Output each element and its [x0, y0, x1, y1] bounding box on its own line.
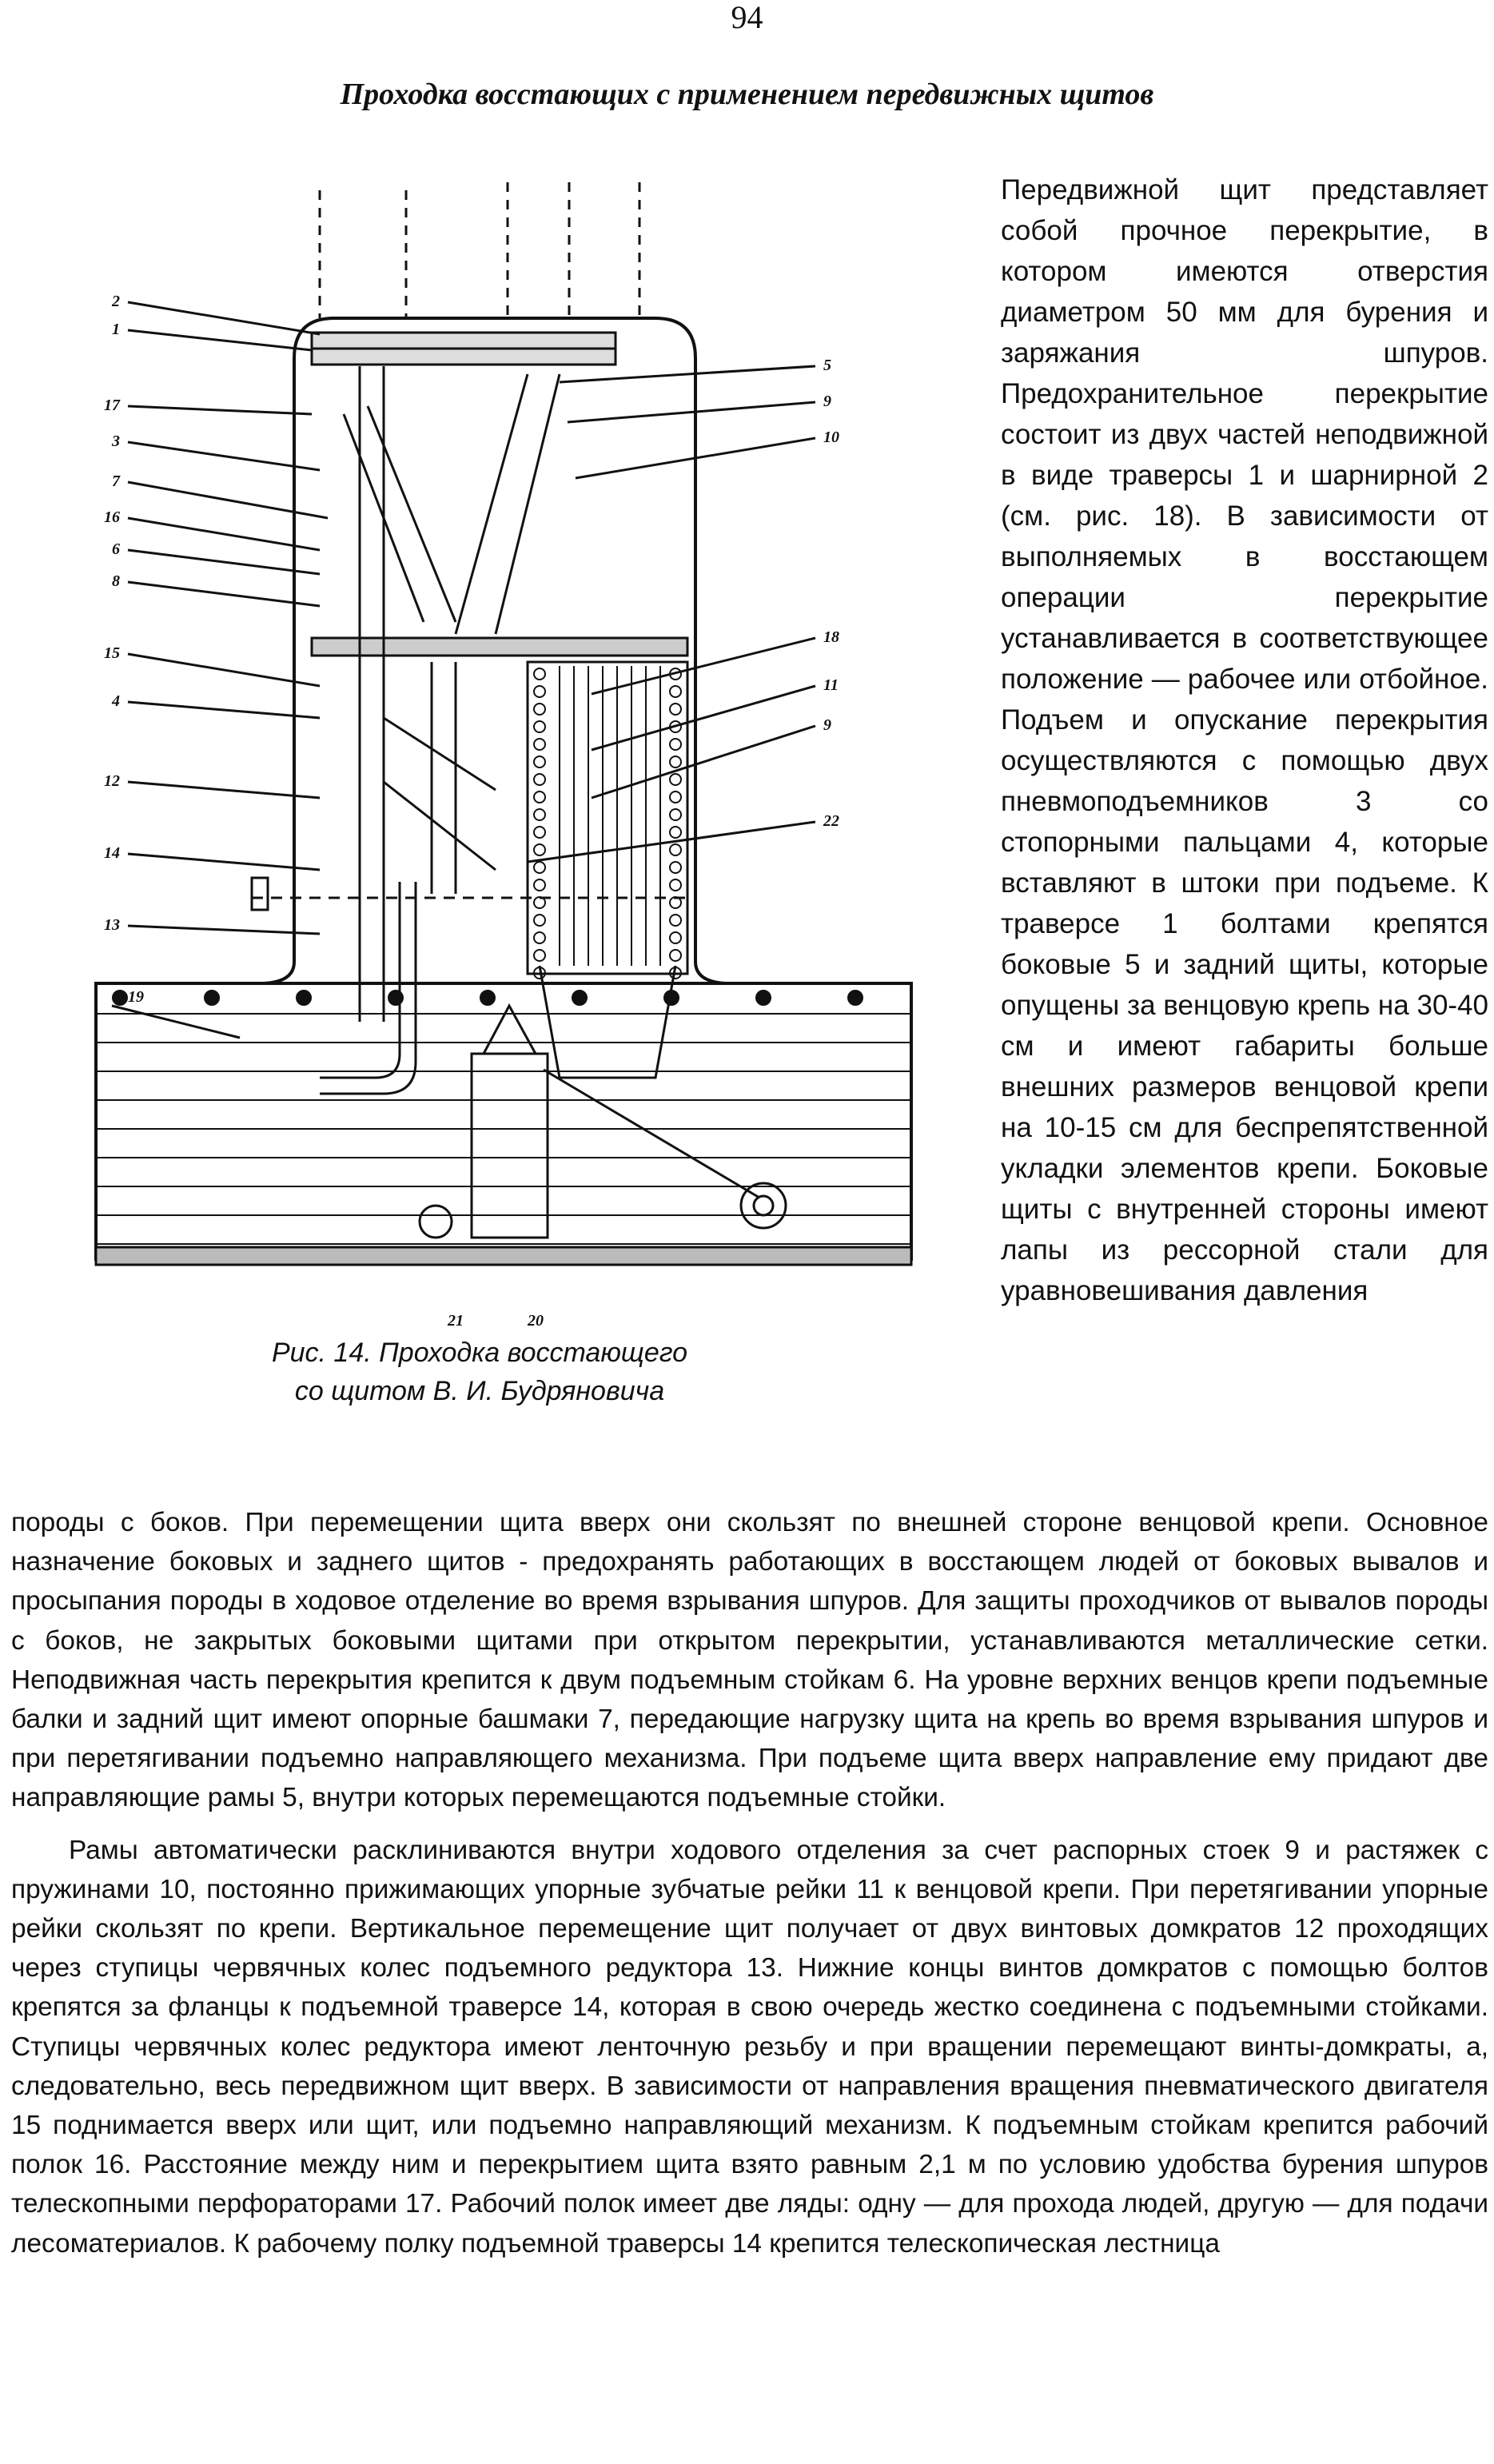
figure-callout-label: 19 — [128, 988, 144, 1006]
crib-section-ring — [670, 756, 681, 768]
body-paragraph-2: Рамы автоматически расклиниваются внутри ходового отделения за счет распорных стоек 9 и растяжек с пружинами 10, постоянно прижимающих упорные зубчатые рейки 11 к венцовой крепи. При перетягивании упорные рейки скользят по крепи. Вертикальное перемещение щит получает от двух винтовых домкратов 12 проходящих через ступицы червячных колес подъемного редуктора 13. Нижние концы винтов домкратов с помощью болтов крепятся за фланцы к подъемной траверсе 14, которая в свою очередь жестко соединена с подъемными стойками. Ступицы червячных колес редуктора имеют ленточную резьбу и при вращении перемещают винты-домкраты, а, следовательно, весь передвижном щит вверх. В зависимости от направления вращения пневматического двигателя 15 поднимается вверх или щит, или подъемно направляющий механизм. К подъемным стойкам крепится рабочий полок 16. Расстояние между ним и перекрытием щита взято равным 2,1 м по условию удобства бурения шпуров телескопными перфораторами 17. Рабочий полок имеет две ляды: одну — для прохода людей, другую — для подачи лесоматериалов. К рабочему полку подъемной траверсы 14 крепится телескопическая лестница — [11, 1835, 1488, 2259]
crib-section-ring — [534, 809, 545, 820]
crib-section-ring — [534, 862, 545, 873]
crib-bolt — [756, 991, 771, 1005]
crib-section-ring — [534, 739, 545, 750]
figure-callout-label: 8 — [112, 572, 120, 590]
crib-section-ring — [670, 950, 681, 961]
crib-section-ring — [670, 809, 681, 820]
figure-callout-label: 9 — [823, 393, 831, 410]
figure-callout-label: 20 — [528, 1312, 544, 1330]
figure-callout-label: 7 — [112, 472, 120, 490]
crib-section-ring — [670, 915, 681, 926]
figure-caption-line2: со щитом В. И. Будряновича — [294, 1376, 665, 1406]
figure-callout-label: 11 — [823, 676, 839, 694]
crib-section-ring — [534, 791, 545, 803]
crib-section-ring — [534, 932, 545, 943]
figure-callout-label: 12 — [104, 772, 120, 790]
figure-callout-label: 10 — [823, 429, 839, 446]
figure-callout-label: 5 — [823, 357, 831, 374]
body-paragraph-1: породы с боков. При перемещении щита вверх они скользят по внешней стороне венцовой крепи. Основное назначение боковых и заднего щитов - предохранять работающих в восстающем людей от боковых вывалов и просыпания породы в ходовое отделение во время взрывания шпуров. Для защиты проходчиков от вывалов породы с боков, не закрытых боковыми щитами при открытом перекрытии, устанавливаются металлические сетки. Неподвижная часть перекрытия крепится к двум подъемным стойкам 6. На уровне верхних венцов крепи подъемные балки и задний щит имеют опорные башмаки 7, передающие нагрузку щита на крепь во время взрывания шпуров и при перетягивании подъемно направляющего механизма. При подъеме щита вверх направление ему придают две направляющие рамы 5, внутри которых перемещаются подъемные стойки. — [11, 1508, 1488, 1813]
figure-callout-label: 16 — [104, 508, 120, 526]
crib-section-ring — [670, 704, 681, 715]
crib-section-ring — [534, 668, 545, 680]
crib-bolt — [480, 991, 495, 1005]
crib-section-ring — [670, 827, 681, 838]
figure-callout-label: 21 — [448, 1312, 464, 1330]
crib-section-ring — [534, 721, 545, 732]
right-column-paragraph: Передвижной щит представляет собой прочное перекрытие, в котором имеются отверстия диаметром 50 мм для бурения и заряжания шпуров. Предохранительное перекрытие состоит из двух частей неподвижной в виде траверсы 1 и шарнирной 2 (см. рис. 18). В зависимости от выполняемых в восстающем операции перекрытие устанавливается в соответствующее положение — рабочее или отбойное. Подъем и опускание перекрытия осуществляются с помощью двух пневмоподъемников 3 со стопорными пальцами 4, которые вставляют в штоки при подъеме. К траверсе 1 болтами крепятся боковые 5 и задний щиты, которые опущены за венцовую крепь на 30-40 см и имеют габариты больше внешних размеров венцовой крепи на 10-15 см для беспрепятственной укладки элементов крепи. Боковые щиты с внутренней стороны имеют лапы из рессорной стали для уравновешивания давления — [1001, 174, 1488, 1306]
figure-callout-label: 14 — [104, 844, 120, 862]
crib-section-ring — [670, 932, 681, 943]
figure-callout-label: 17 — [104, 397, 120, 414]
crib-section-ring — [670, 686, 681, 697]
figure-callout-label: 6 — [112, 540, 120, 558]
figure-callout-label: 4 — [112, 692, 120, 710]
crib-section-ring — [534, 774, 545, 785]
figure-drawing — [80, 174, 919, 1342]
crib-bolt — [205, 991, 219, 1005]
figure-raise-shield — [80, 174, 919, 1342]
figure-callout-label: 1 — [112, 321, 120, 338]
figure-callout-label: 13 — [104, 916, 120, 934]
page-number: 94 — [731, 0, 763, 35]
figure-caption — [120, 1334, 839, 1410]
right-column-text — [1001, 169, 1488, 1311]
figure-callout-label: 9 — [823, 716, 831, 734]
crib-section-ring — [670, 844, 681, 855]
crib-section-ring — [670, 879, 681, 891]
crib-section-ring — [670, 862, 681, 873]
crib-section-ring — [670, 739, 681, 750]
crib-bolt — [572, 991, 587, 1005]
body-text — [11, 1503, 1488, 2263]
crib-section-ring — [534, 756, 545, 768]
figure-callout-label: 18 — [823, 628, 839, 646]
crib-section-ring — [670, 774, 681, 785]
crib-section-ring — [534, 950, 545, 961]
crib-section-ring — [534, 686, 545, 697]
figure-callout-label: 15 — [104, 644, 120, 662]
crib-section-ring — [534, 827, 545, 838]
crib-bolt — [664, 991, 679, 1005]
crib-section-ring — [670, 791, 681, 803]
crib-bolt — [848, 991, 863, 1005]
figure-callout-label: 22 — [823, 812, 839, 830]
crib-bolt — [113, 991, 127, 1005]
crib-bolt — [297, 991, 311, 1005]
crib-section-ring — [534, 915, 545, 926]
figure-callout-label: 3 — [112, 433, 120, 450]
section-title: Проходка восстающих с применением передвижных щитов — [340, 78, 1154, 111]
figure-caption-line1: Рис. 14. Проходка восстающего — [271, 1338, 688, 1368]
crib-section-ring — [534, 704, 545, 715]
crib-section-ring — [534, 879, 545, 891]
figure-callout-label: 2 — [112, 293, 120, 310]
crib-bolt — [388, 991, 403, 1005]
crib-section-ring — [534, 844, 545, 855]
